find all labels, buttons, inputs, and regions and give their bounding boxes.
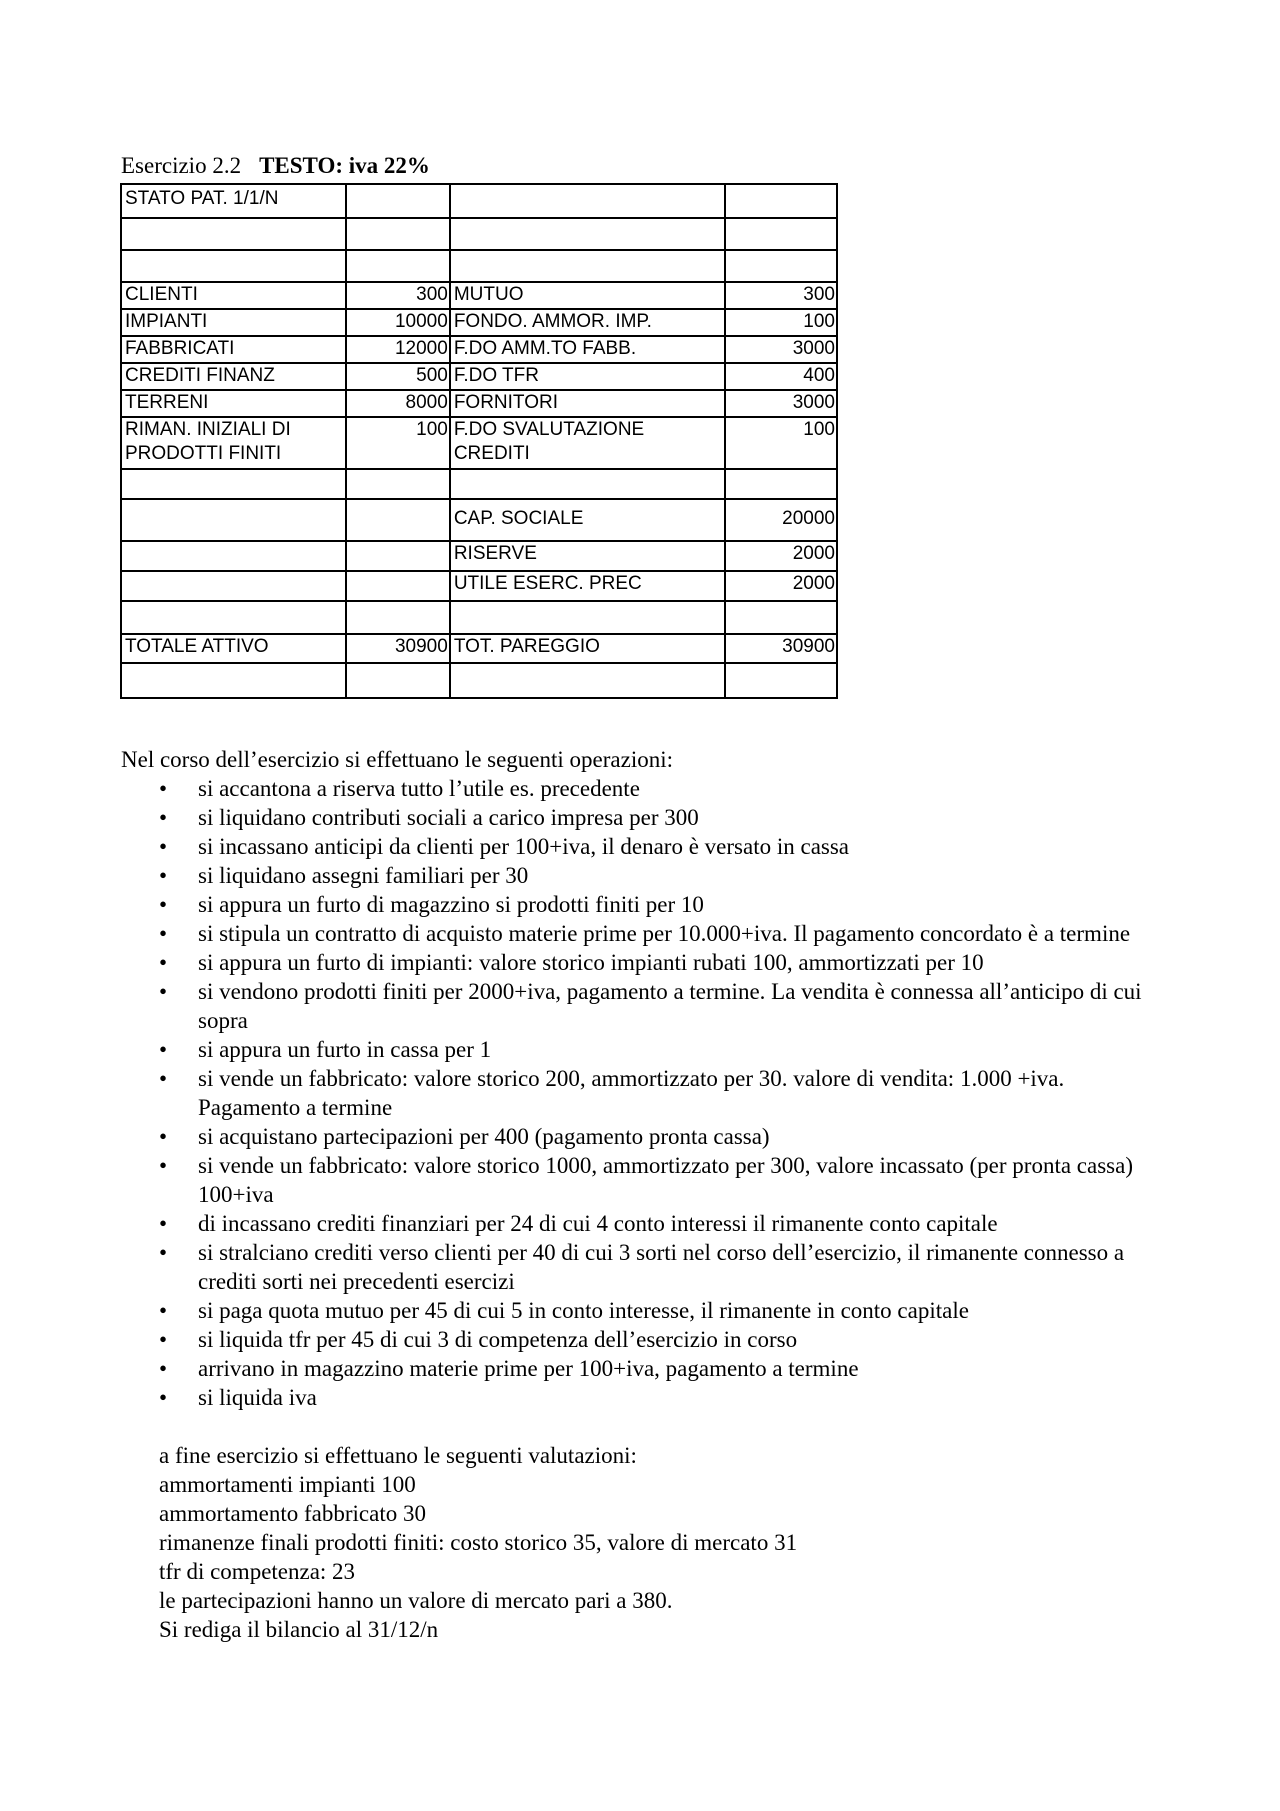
asset-label: TERRENI: [121, 390, 346, 417]
bullet-icon: •: [159, 1327, 168, 1352]
table-row: [121, 309, 837, 336]
table-row: [121, 417, 837, 469]
list-item: [121, 948, 1171, 977]
operations-intro: Nel corso dell’esercizio si effettuano le seguenti operazioni:: [121, 747, 673, 772]
list-item: [121, 1209, 1171, 1238]
evaluation-line: a fine esercizio si effettuano le seguenti valutazioni:: [159, 1443, 637, 1468]
evaluation-line: ammortamenti impianti 100: [159, 1472, 416, 1497]
table-cell-empty: [725, 601, 837, 634]
table-cell-empty: [346, 250, 450, 282]
bullet-icon: •: [159, 1385, 168, 1410]
equity-value: 20000: [725, 499, 837, 541]
bullet-icon: •: [159, 1298, 168, 1323]
operation-text: si liquida iva: [198, 1385, 317, 1410]
liability-label: MUTUO: [450, 282, 726, 309]
bullet-icon: •: [159, 1356, 168, 1381]
table-cell-empty: [725, 218, 837, 250]
asset-label: CLIENTI: [121, 282, 346, 309]
asset-value: 300: [346, 282, 450, 309]
bullet-icon: •: [159, 1240, 168, 1265]
asset-label: FABBRICATI: [121, 336, 346, 363]
asset-value: 12000: [346, 336, 450, 363]
bullet-icon: •: [159, 892, 168, 917]
evaluation-line: Si rediga il bilancio al 31/12/n: [159, 1617, 439, 1642]
table-cell-empty: [725, 250, 837, 282]
table-title: STATO PAT. 1/1/N: [121, 184, 346, 218]
table-row: [121, 282, 837, 309]
table-row-empty: [121, 250, 837, 282]
liability-value: 100: [725, 417, 837, 469]
asset-label: RIMAN. INIZIALI DI PRODOTTI FINITI: [121, 417, 346, 469]
operation-text: si accantona a riserva tutto l’utile es. precedente: [198, 776, 640, 801]
operation-text: si vende un fabbricato: valore storico 1000, ammortizzato per 300, valore incassato (per pronta cassa) 100+iva: [198, 1153, 1133, 1207]
list-item: [121, 774, 1171, 803]
list-item: [121, 1383, 1171, 1412]
table-cell-empty: [121, 663, 346, 698]
list-item: [121, 890, 1171, 919]
operations-list: [121, 774, 1171, 1412]
table-cell-empty: [450, 663, 726, 698]
table-cell-empty: [121, 469, 346, 499]
liability-label: FONDO. AMMOR. IMP.: [450, 309, 726, 336]
asset-label: CREDITI FINANZ: [121, 363, 346, 390]
operation-text: si vende un fabbricato: valore storico 200, ammortizzato per 30. valore di vendita: 1.000 +iva. Pagamento a termine: [198, 1066, 1065, 1120]
list-item: [121, 1354, 1171, 1383]
equity-label: UTILE ESERC. PREC: [450, 571, 726, 601]
list-item: [121, 919, 1171, 948]
list-item: [121, 977, 1171, 1035]
liability-label: F.DO TFR: [450, 363, 726, 390]
table-cell-empty: [346, 541, 450, 571]
total-liabilities-value: 30900: [725, 634, 837, 663]
table-cell-empty: [346, 571, 450, 601]
total-assets-label: TOTALE ATTIVO: [121, 634, 346, 663]
table-cell-empty: [346, 184, 450, 218]
asset-value: 100: [346, 417, 450, 469]
list-item: [121, 1035, 1171, 1064]
table-cell-empty: [121, 541, 346, 571]
exercise-subtitle: TESTO: iva 22%: [259, 153, 430, 178]
evaluation-line: rimanenze finali prodotti finiti: costo storico 35, valore di mercato 31: [159, 1530, 798, 1555]
table-cell-empty: [346, 601, 450, 634]
list-item: [121, 1296, 1171, 1325]
total-liabilities-label: TOT. PAREGGIO: [450, 634, 726, 663]
liability-value: 3000: [725, 390, 837, 417]
list-item: [121, 861, 1171, 890]
table-row: [121, 541, 837, 571]
liability-label: F.DO AMM.TO FABB.: [450, 336, 726, 363]
table-cell-empty: [346, 469, 450, 499]
table-cell-empty: [450, 469, 726, 499]
list-item: [121, 1064, 1171, 1122]
table-cell-empty: [121, 218, 346, 250]
bullet-icon: •: [159, 1037, 168, 1062]
operation-text: si stipula un contratto di acquisto materie prime per 10.000+iva. Il pagamento concordato è a termine: [198, 921, 1131, 946]
operation-text: di incassano crediti finanziari per 24 di cui 4 conto interessi il rimanente conto capitale: [198, 1211, 998, 1236]
table-cell-empty: [121, 571, 346, 601]
asset-value: 500: [346, 363, 450, 390]
list-item: [121, 1122, 1171, 1151]
equity-label: RISERVE: [450, 541, 726, 571]
evaluation-line: tfr di competenza: 23: [159, 1559, 356, 1584]
table-cell-empty: [725, 184, 837, 218]
list-item: [121, 832, 1171, 861]
table-row: [121, 363, 837, 390]
equity-value: 2000: [725, 571, 837, 601]
table-cell-empty: [121, 601, 346, 634]
asset-label: IMPIANTI: [121, 309, 346, 336]
exercise-heading: [121, 151, 430, 181]
table-row: [121, 390, 837, 417]
asset-value: 10000: [346, 309, 450, 336]
operation-text: si incassano anticipi da clienti per 100+iva, il denaro è versato in cassa: [198, 834, 850, 859]
operation-text: si vendono prodotti finiti per 2000+iva, pagamento a termine. La vendita è connessa all’anticipo di cui sopra: [198, 979, 1142, 1033]
liability-value: 100: [725, 309, 837, 336]
operation-text: si appura un furto in cassa per 1: [198, 1037, 492, 1062]
list-item: [121, 803, 1171, 832]
operation-text: si appura un furto di magazzino si prodotti finiti per 10: [198, 892, 704, 917]
equity-value: 2000: [725, 541, 837, 571]
bullet-icon: •: [159, 834, 168, 859]
liability-value: 3000: [725, 336, 837, 363]
operation-text: si liquida tfr per 45 di cui 3 di competenza dell’esercizio in corso: [198, 1327, 798, 1352]
list-item: [121, 1151, 1171, 1209]
table-cell-empty: [346, 218, 450, 250]
bullet-icon: •: [159, 863, 168, 888]
bullet-icon: •: [159, 805, 168, 830]
operation-text: si stralciano crediti verso clienti per 40 di cui 3 sorti nel corso dell’esercizio, il rimanente connesso a crediti sorti nei precedenti esercizi: [198, 1240, 1125, 1294]
exercise-body: [121, 745, 1171, 1644]
table-cell-empty: [725, 663, 837, 698]
list-item: [121, 1325, 1171, 1354]
table-row-empty: [121, 663, 837, 698]
table-cell-empty: [121, 499, 346, 541]
evaluation-line: le partecipazioni hanno un valore di mercato pari a 380.: [159, 1588, 673, 1613]
table-row: [121, 499, 837, 541]
operation-text: si paga quota mutuo per 45 di cui 5 in conto interesse, il rimanente in conto capitale: [198, 1298, 969, 1323]
table-row: [121, 571, 837, 601]
bullet-icon: •: [159, 1124, 168, 1149]
bullet-icon: •: [159, 776, 168, 801]
table-cell-empty: [450, 184, 726, 218]
balance-sheet-table: [120, 183, 838, 699]
liability-value: 300: [725, 282, 837, 309]
table-cell-empty: [346, 499, 450, 541]
operation-text: si appura un furto di impianti: valore storico impianti rubati 100, ammortizzati per 10: [198, 950, 984, 975]
list-item: [121, 1238, 1171, 1296]
table-row: [121, 336, 837, 363]
operation-text: arrivano in magazzino materie prime per 100+iva, pagamento a termine: [198, 1356, 859, 1381]
table-cell-empty: [450, 601, 726, 634]
total-assets-value: 30900: [346, 634, 450, 663]
table-cell-empty: [450, 218, 726, 250]
table-cell-empty: [121, 250, 346, 282]
table-cell-empty: [725, 469, 837, 499]
operation-text: si liquidano assegni familiari per 30: [198, 863, 529, 888]
table-title-row: [121, 184, 837, 218]
evaluation-line: ammortamento fabbricato 30: [159, 1501, 426, 1526]
bullet-icon: •: [159, 1066, 168, 1091]
exercise-number: Esercizio 2.2: [121, 153, 242, 178]
table-row-empty: [121, 218, 837, 250]
liability-value: 400: [725, 363, 837, 390]
bullet-icon: •: [159, 1211, 168, 1236]
asset-value: 8000: [346, 390, 450, 417]
operation-text: si liquidano contributi sociali a carico impresa per 300: [198, 805, 699, 830]
table-row-total: [121, 634, 837, 663]
bullet-icon: •: [159, 1153, 168, 1178]
bullet-icon: •: [159, 950, 168, 975]
operation-text: si acquistano partecipazioni per 400 (pagamento pronta cassa): [198, 1124, 770, 1149]
evaluations-block: [121, 1441, 1171, 1644]
table-cell-empty: [346, 663, 450, 698]
bullet-icon: •: [159, 921, 168, 946]
table-cell-empty: [450, 250, 726, 282]
equity-label: CAP. SOCIALE: [450, 499, 726, 541]
table-row-empty: [121, 469, 837, 499]
table-row-empty: [121, 601, 837, 634]
liability-label: F.DO SVALUTAZIONE CREDITI: [450, 417, 726, 469]
liability-label: FORNITORI: [450, 390, 726, 417]
bullet-icon: •: [159, 979, 168, 1004]
